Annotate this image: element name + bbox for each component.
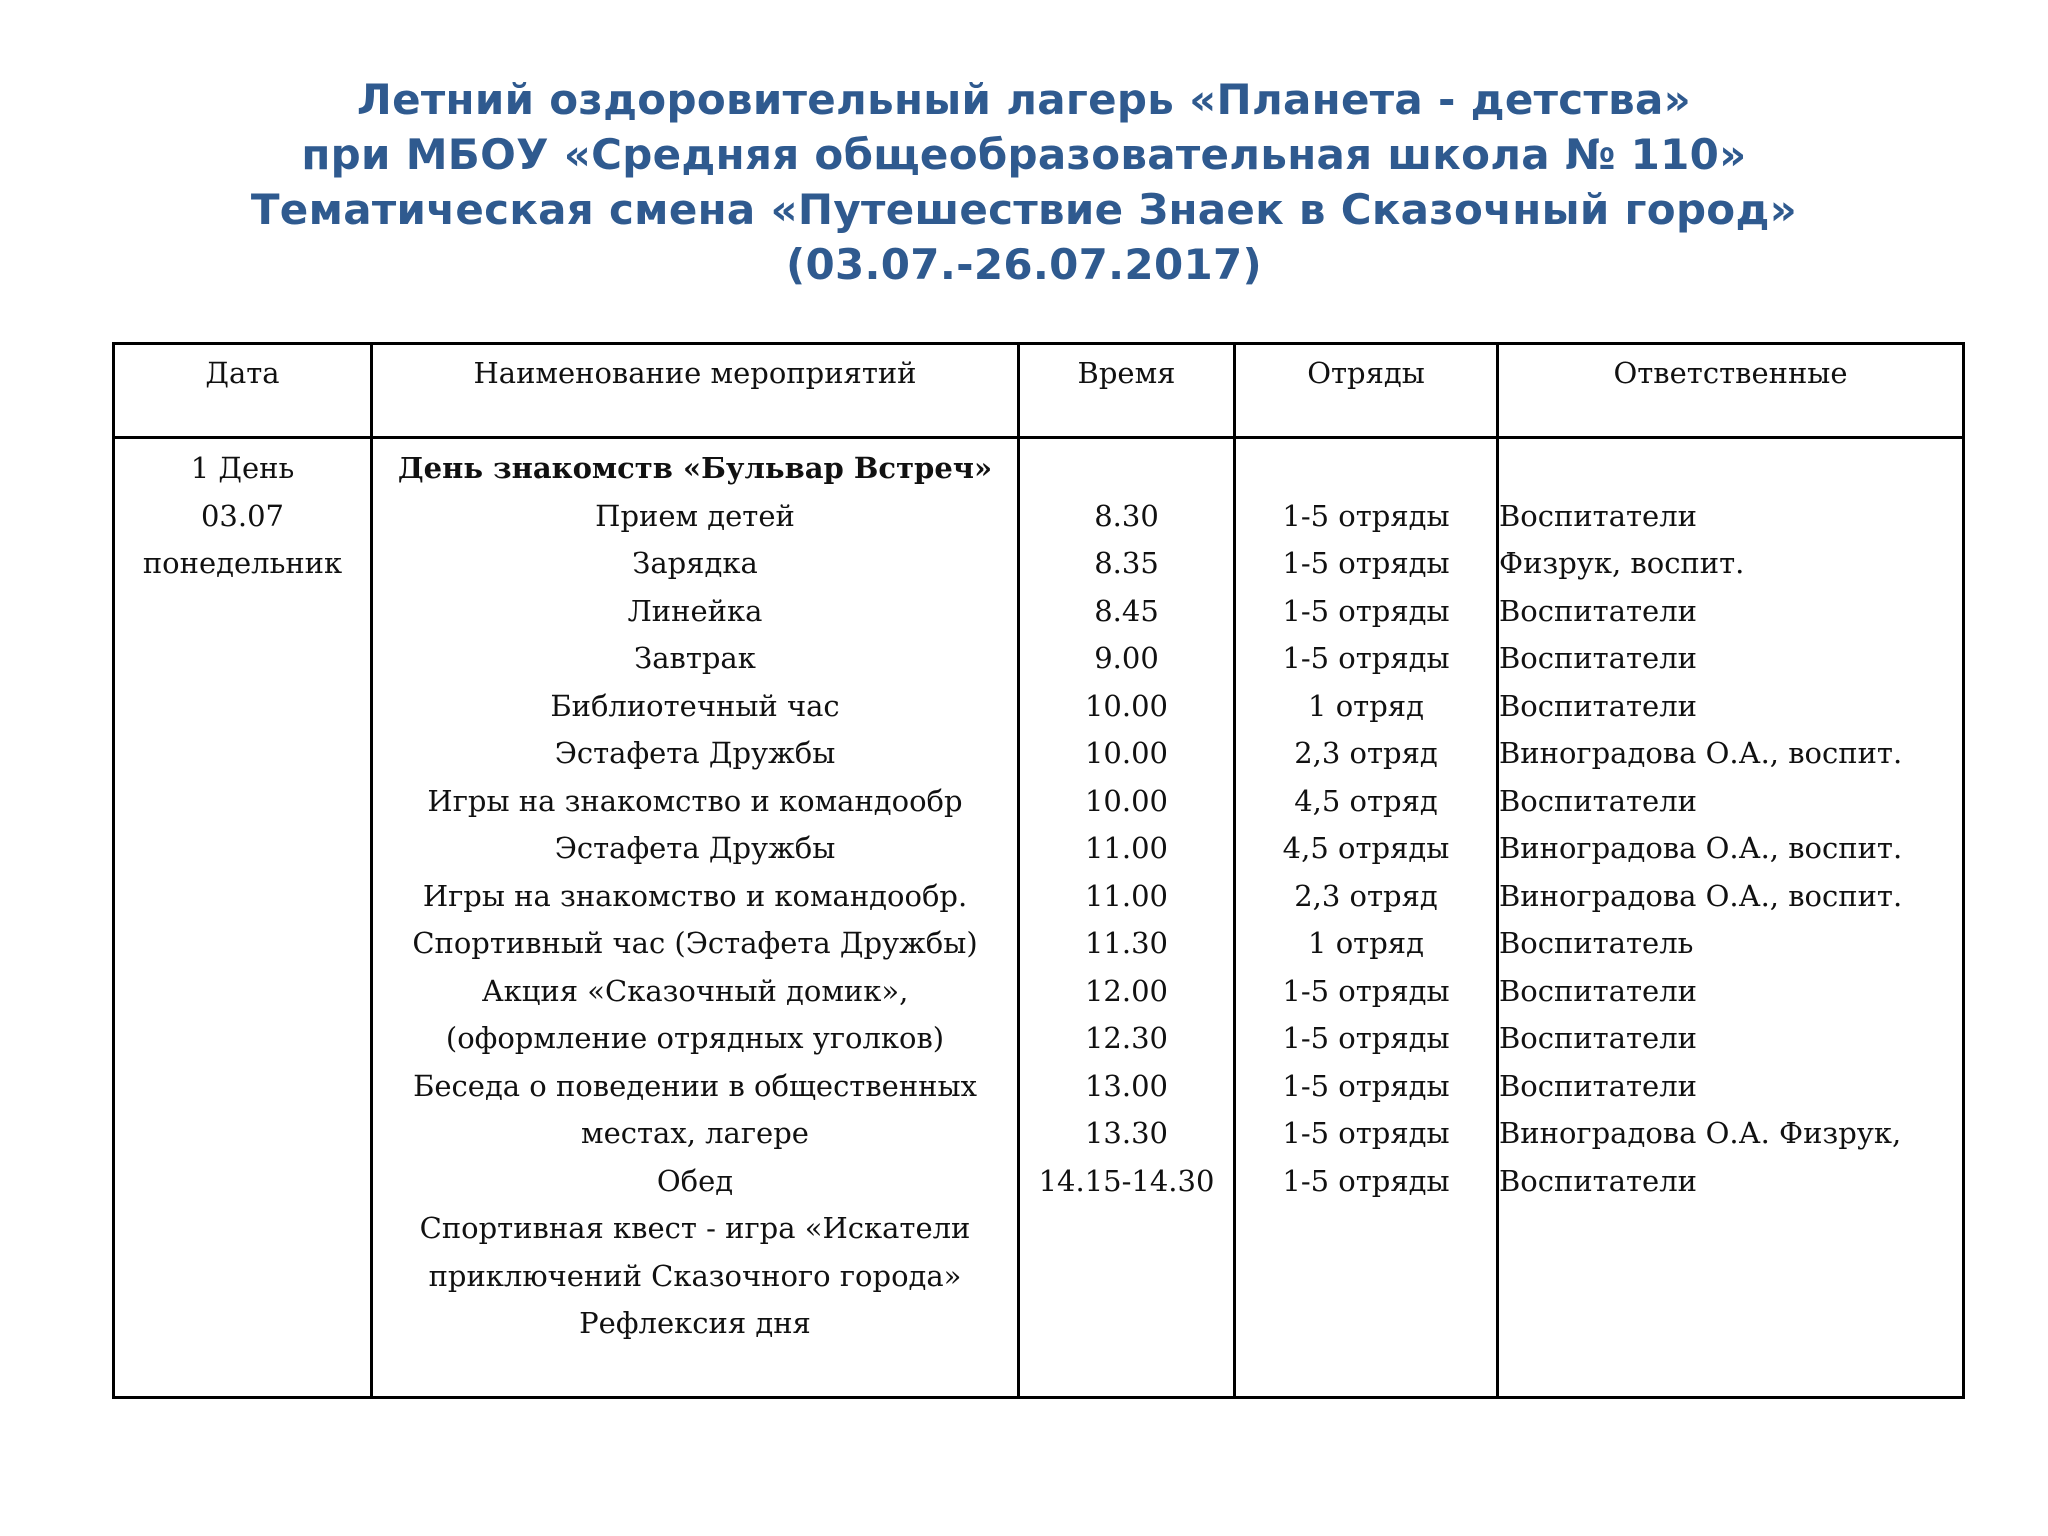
time-item: 11.00 xyxy=(1084,831,1169,865)
header-event-name: Наименование мероприятий xyxy=(372,344,1019,438)
group-item: 2,3 отряд xyxy=(1294,878,1438,913)
event-item: Линейка xyxy=(627,593,763,628)
event-item: Игры на знакомство и командообр xyxy=(427,783,963,818)
group-item: 1-5 отряды xyxy=(1282,546,1450,580)
event-item: (оформление отрядных уголков) xyxy=(445,1021,945,1055)
responsible-item: Воспитатели xyxy=(1499,641,1697,675)
time-item: 11.00 xyxy=(1084,878,1169,913)
header-time: Время xyxy=(1019,344,1235,438)
event-item: Завтрак xyxy=(634,641,756,675)
event-item: приключений Сказочного города» xyxy=(428,1258,962,1293)
events-cell xyxy=(372,438,1019,1398)
time-item: 10.00 xyxy=(1084,688,1169,723)
group-item: 2,3 отряд xyxy=(1294,736,1438,770)
group-item: 1 отряд xyxy=(1308,926,1424,960)
time-item: 8.30 xyxy=(1094,498,1159,533)
day-weekday: понедельник xyxy=(142,546,343,580)
time-item: 12.00 xyxy=(1084,973,1169,1008)
event-item: Игры на знакомство и командообр. xyxy=(422,878,968,913)
group-item: 1-5 отряды xyxy=(1282,498,1450,533)
responsible-item: Воспитатель xyxy=(1499,926,1694,960)
group-item: 1-5 отряды xyxy=(1282,1021,1450,1055)
time-item: 13.30 xyxy=(1084,1116,1169,1150)
responsible-item: Виноградова О.А., воспит. xyxy=(1499,736,1903,770)
time-item: 13.00 xyxy=(1084,1068,1169,1103)
event-item: Зарядка xyxy=(632,546,758,580)
time-item: 10.00 xyxy=(1084,736,1169,770)
header-responsible: Ответственные xyxy=(1498,344,1964,438)
time-item: 8.45 xyxy=(1094,593,1159,628)
table-header-row xyxy=(114,344,1964,438)
event-item: Эстафета Дружбы xyxy=(554,831,836,865)
group-item: 4,5 отряды xyxy=(1282,831,1450,865)
header-groups: Отряды xyxy=(1235,344,1498,438)
responsible-item: Воспитатели xyxy=(1499,1068,1697,1103)
event-item: Обед xyxy=(656,1163,734,1198)
group-item: 1 отряд xyxy=(1308,688,1424,723)
group-item: 1-5 отряды xyxy=(1282,593,1450,628)
responsible-item: Воспитатели xyxy=(1499,783,1697,818)
day-theme-title: День знакомств «Бульвар Встреч» xyxy=(397,451,993,485)
event-item: Спортивная квест - игра «Искатели xyxy=(419,1211,971,1245)
time-item: 9.00 xyxy=(1094,641,1159,675)
header-date: Дата xyxy=(114,344,372,438)
title-line-dates: (03.07.-26.07.2017) xyxy=(785,240,1263,289)
group-item: 1-5 отряды xyxy=(1282,641,1450,675)
groups-cell xyxy=(1235,438,1498,1398)
table-row xyxy=(114,438,1964,1398)
group-item: 1-5 отряды xyxy=(1282,1116,1450,1150)
title-line-camp: Летний оздоровительный лагерь «Планета - детства» xyxy=(356,75,1692,124)
responsible-item: Воспитатели xyxy=(1499,688,1697,723)
spacer-line xyxy=(1499,445,1962,493)
date-cell xyxy=(114,438,372,1398)
time-item: 8.35 xyxy=(1094,546,1159,580)
schedule-table xyxy=(112,342,1965,1399)
group-item: 1-5 отряды xyxy=(1282,1068,1450,1103)
responsible-item: Виноградова О.А., воспит. xyxy=(1499,831,1903,865)
responsible-item: Воспитатели xyxy=(1499,1021,1697,1055)
spacer-line xyxy=(1020,445,1233,493)
time-item: 10.00 xyxy=(1084,783,1169,818)
event-item: Библиотечный час xyxy=(550,688,840,723)
times-cell xyxy=(1019,438,1235,1398)
event-item: Эстафета Дружбы xyxy=(554,736,836,770)
responsible-item: Воспитатели xyxy=(1499,1163,1697,1198)
group-item: 4,5 отряд xyxy=(1294,783,1438,818)
day-date: 03.07 xyxy=(200,498,285,533)
title-line-school: при МБОУ «Средняя общеобразовательная школа № 110» xyxy=(301,130,1747,179)
time-item: 14.15-14.30 xyxy=(1038,1163,1215,1198)
title-line-session: Тематическая смена «Путешествие Знаек в Сказочный город» xyxy=(250,185,1798,234)
event-item: Прием детей xyxy=(595,498,795,533)
event-item: Рефлексия дня xyxy=(579,1306,811,1340)
time-item: 12.30 xyxy=(1084,1021,1169,1055)
time-item: 11.30 xyxy=(1084,926,1169,960)
spacer-line xyxy=(1236,445,1496,493)
event-item: Беседа о поведении в общественных xyxy=(413,1068,977,1103)
responsible-cell xyxy=(1498,438,1964,1398)
group-item: 1-5 отряды xyxy=(1282,973,1450,1008)
event-item: Спортивный час (Эстафета Дружбы) xyxy=(412,926,978,960)
responsible-item: Физрук, воспит. xyxy=(1499,546,1745,580)
event-item: Акция «Сказочный домик», xyxy=(481,973,909,1008)
responsible-item: Виноградова О.А., воспит. xyxy=(1499,878,1903,913)
page-title xyxy=(0,72,2048,292)
group-item: 1-5 отряды xyxy=(1282,1163,1450,1198)
responsible-item: Воспитатели xyxy=(1499,498,1697,533)
responsible-item: Воспитатели xyxy=(1499,973,1697,1008)
responsible-item: Воспитатели xyxy=(1499,593,1697,628)
event-item: местах, лагере xyxy=(581,1116,809,1150)
responsible-item: Виноградова О.А. Физрук, xyxy=(1499,1116,1902,1150)
day-number: 1 День xyxy=(190,451,295,485)
